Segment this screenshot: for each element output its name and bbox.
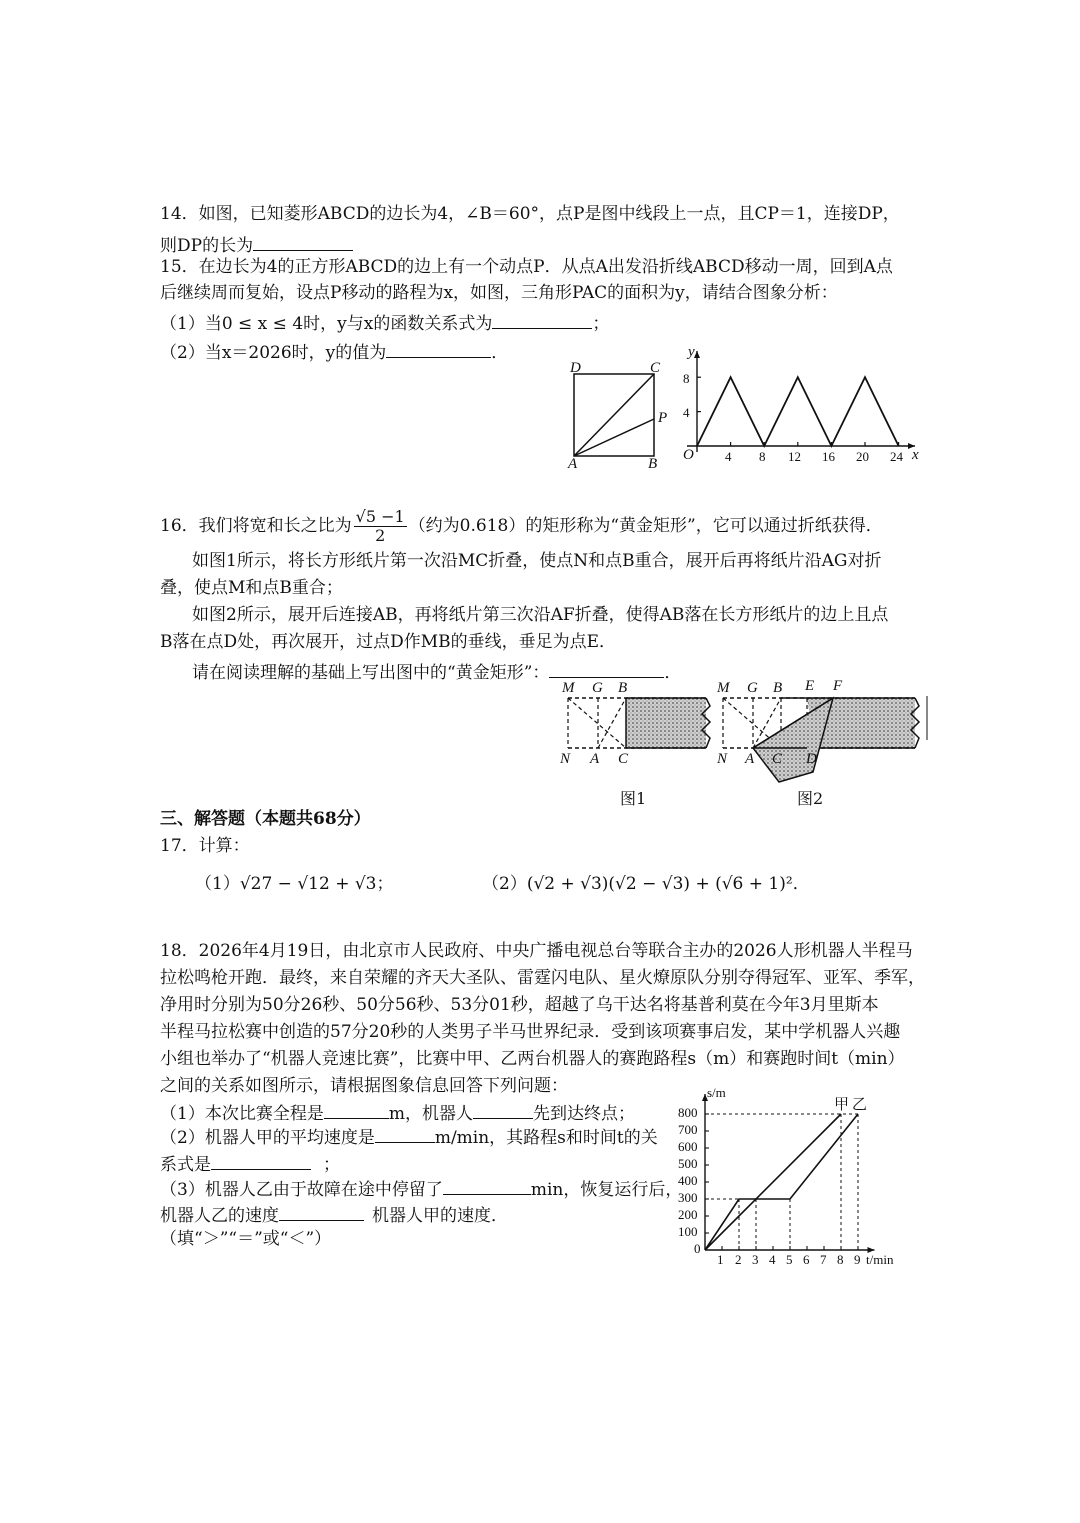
fig1-caption: 图1 [620, 789, 647, 808]
q16-para2b: B落在点D处，再次展开，过点D作MB的垂线，垂足为点E． [160, 632, 617, 652]
q15-graph-x-label: x [912, 447, 919, 463]
label-c: C [650, 360, 661, 376]
q18-part3-cont [160, 1202, 508, 1227]
q18-ytick: 100 [678, 1224, 698, 1239]
q18-ytick: 400 [678, 1173, 698, 1188]
q18-xtick: 2 [735, 1252, 742, 1267]
q18-p1a: （1）本次比赛全程是 [160, 1104, 324, 1124]
q16-para1b: 叠，使点M和点B重合； [160, 578, 343, 598]
q18-series-yi: 乙 [852, 1097, 868, 1113]
q15-part1 [160, 310, 609, 335]
fig2-label-d: D [806, 751, 817, 767]
section3-title: 三、解答题（本题共68分） [160, 809, 371, 829]
q18-p2a: （2）机器人甲的平均速度是 [160, 1128, 375, 1148]
q18-xtick: 5 [786, 1252, 793, 1267]
q15-part2-text: （2）当x＝2026时，y的值为 [160, 343, 387, 363]
q15-xtick: 20 [856, 449, 869, 464]
q16-para3-text: 请在阅读理解的基础上写出图中的“黄金矩形”： [192, 663, 550, 683]
q18-xtick: 7 [820, 1252, 827, 1267]
q18-relation-blank[interactable] [211, 1151, 311, 1170]
q18-ytick: 300 [678, 1190, 698, 1205]
q18-ytick: 700 [678, 1122, 698, 1137]
q18-p3c: 机器人乙的速度 [160, 1206, 279, 1226]
fig2-label-g: G [747, 680, 758, 696]
fig2-label-m: M [717, 680, 730, 696]
q15-xtick: 24 [890, 449, 903, 464]
label-a: A [568, 456, 578, 472]
q18-first-robot-blank[interactable] [473, 1100, 533, 1119]
label-d: D [570, 360, 581, 376]
q18-line2: 拉松鸣枪开跑．最终，来自荣耀的齐天大圣队、雷霆闪电队、星火燎原队分别夺得冠军、亚军、季军， [160, 968, 925, 988]
q15-xtick: 8 [759, 449, 766, 464]
q18-speed-blank[interactable] [375, 1124, 435, 1143]
label-p: P [658, 410, 668, 426]
q18-total-distance-blank[interactable] [324, 1100, 389, 1119]
q18-ytick: 600 [678, 1139, 698, 1154]
q14-line2 [160, 232, 353, 257]
q15-part1-blank[interactable] [492, 310, 592, 329]
q16-para2a: 如图2所示，展开后连接AB，再将纸片第三次沿AF折叠，使得AB落在长方形纸片的边上且点 [192, 605, 889, 625]
segment-ap [574, 419, 654, 456]
fig1-label-n: N [560, 751, 571, 767]
diagonal-ac [574, 374, 654, 456]
q18-line1: 18．2026年4月19日，由北京市人民政府、中央广播电视总台等联合主办的2026人形机器人半程马 [160, 941, 913, 961]
q15-graph-y-label: y [688, 344, 695, 360]
q18-part1 [160, 1100, 635, 1125]
q16-para3-end: ． [664, 663, 682, 683]
q15-xtick: 16 [822, 449, 835, 464]
series-yi-line [705, 1114, 858, 1250]
q18-xtick: 4 [769, 1252, 776, 1267]
q18-p1c: 先到达终点； [532, 1104, 635, 1124]
q18-p2c: 系式是 [160, 1155, 211, 1175]
q18-series-jia: 甲 [834, 1097, 850, 1113]
fig2-label-e: E [805, 678, 815, 694]
q16-para3 [192, 659, 681, 684]
q18-part2 [160, 1124, 658, 1149]
q18-line6: 之间的关系如图所示，请根据图象信息回答下列问题： [160, 1076, 568, 1096]
q18-xtick: 6 [803, 1252, 810, 1267]
q18-xtick: 3 [752, 1252, 759, 1267]
q18-line3: 净用时分别为50分26秒、50分56秒、53分01秒，超越了乌干达名将基普利莫在今年3月里斯本 [160, 995, 879, 1015]
q15-graph-origin: O [683, 447, 694, 463]
q15-ytick: 8 [683, 371, 690, 386]
q18-ytick: 0 [694, 1241, 701, 1256]
q15-line1: 15．在边长为4的正方形ABCD的边上有一个动点P．从点A出发沿折线ABCD移动一周，回到A点 [160, 257, 893, 277]
q16-answer-blank[interactable] [549, 659, 664, 678]
q15-ytick: 4 [683, 405, 690, 420]
fig2-label-f: F [833, 678, 843, 694]
q17-title: 17．计算： [160, 836, 250, 856]
q18-p3b: min，恢复运行后， [530, 1180, 683, 1200]
q18-part2-cont [160, 1151, 340, 1176]
q14-line1: 14．如图，已知菱形ABCD的边长为4，∠B＝60°，点P是图中线段上一点，且CP＝1，连接DP， [160, 204, 900, 224]
q14-line2-text: 则DP的长为 [160, 236, 254, 256]
q15-part1-end: ； [592, 314, 610, 334]
fig2-label-a: A [745, 751, 755, 767]
q18-p3d: 机器人甲的速度． [372, 1206, 508, 1226]
q14-answer-blank[interactable] [253, 232, 353, 251]
q18-xtick: 1 [717, 1252, 724, 1267]
q15-part2-end: ． [491, 343, 509, 363]
q18-line5: 小组也举办了“机器人竞速比赛”，比赛中甲、乙两台机器人的赛跑路程s（m）和赛跑时间t（min） [160, 1049, 905, 1069]
fig2-label-b: B [773, 680, 783, 696]
q15-line2: 后继续周而复始，设点P移动的路程为x，如图，三角形PAC的面积为y，请结合图象分析： [160, 283, 838, 303]
q18-compare-blank[interactable] [279, 1202, 364, 1221]
fig1-label-a: A [590, 751, 600, 767]
fig1-label-b: B [618, 680, 628, 696]
q18-p3a: （3）机器人乙由于故障在途中停留了 [160, 1180, 443, 1200]
fig1-label-c: C [618, 751, 629, 767]
q15-part2 [160, 339, 508, 364]
q18-p3e: （填“＞”“＝”或“＜”） [160, 1229, 332, 1249]
q16-line1-post: （约为0.618）的矩形称为“黄金矩形”，它可以通过折纸获得． [408, 516, 883, 536]
q15-xtick: 4 [725, 449, 732, 464]
fig1-label-m: M [562, 680, 575, 696]
q18-ytick: 200 [678, 1207, 698, 1222]
y-series-line [697, 377, 899, 446]
q17-part1: （1）√27 − √12 + √3； [195, 874, 394, 894]
q18-ytick: 800 [678, 1105, 698, 1120]
q16-para1a: 如图1所示，将长方形纸片第一次沿MC折叠，使点N和点B重合，展开后再将纸片沿AG对折 [192, 551, 882, 571]
q16-line1-pre: 16．我们将宽和长之比为 [160, 516, 352, 536]
q18-line4: 半程马拉松赛中创造的57分20秒的人类男子半马世界纪录．受到该项赛事启发，某中学机器人兴趣 [160, 1022, 901, 1042]
fig2-label-n: N [717, 751, 728, 767]
q16-line1 [160, 508, 883, 545]
fold-figure-1 [560, 690, 720, 760]
q15-part1-text: （1）当0 ≤ x ≤ 4时，y与x的函数关系式为 [160, 314, 493, 334]
q17-part2: （2）(√2 + √3)(√2 − √3) + (√6 + 1)²． [482, 874, 810, 894]
q18-xtick: 8 [837, 1252, 844, 1267]
golden-ratio-fraction [354, 508, 407, 545]
fig2-label-c: C [772, 751, 783, 767]
q18-x-axis-label: t/min [866, 1252, 894, 1267]
q18-stop-time-blank[interactable] [443, 1176, 531, 1195]
q18-p2b: m/min，其路程s和时间t的关 [434, 1128, 658, 1148]
q15-xtick: 12 [788, 449, 801, 464]
fraction-numerator: √5 −1 [355, 507, 405, 526]
q18-ytick: 500 [678, 1156, 698, 1171]
q15-part2-blank[interactable] [386, 339, 491, 358]
q18-xtick: 9 [854, 1252, 861, 1267]
series-jia-line [705, 1114, 841, 1250]
q18-p2d: ； [323, 1155, 340, 1175]
fig1-label-g: G [592, 680, 603, 696]
fraction-denominator: 2 [375, 526, 386, 545]
q18-distance-time-chart [670, 1090, 910, 1275]
fig2-caption: 图2 [797, 789, 824, 808]
shaded-region [626, 698, 706, 748]
q18-y-axis-label: s/m [707, 1085, 726, 1100]
fold-figure-2 [715, 690, 935, 790]
label-b: B [648, 456, 658, 472]
q18-part3 [160, 1176, 682, 1201]
q18-p1b: m，机器人 [388, 1104, 473, 1124]
